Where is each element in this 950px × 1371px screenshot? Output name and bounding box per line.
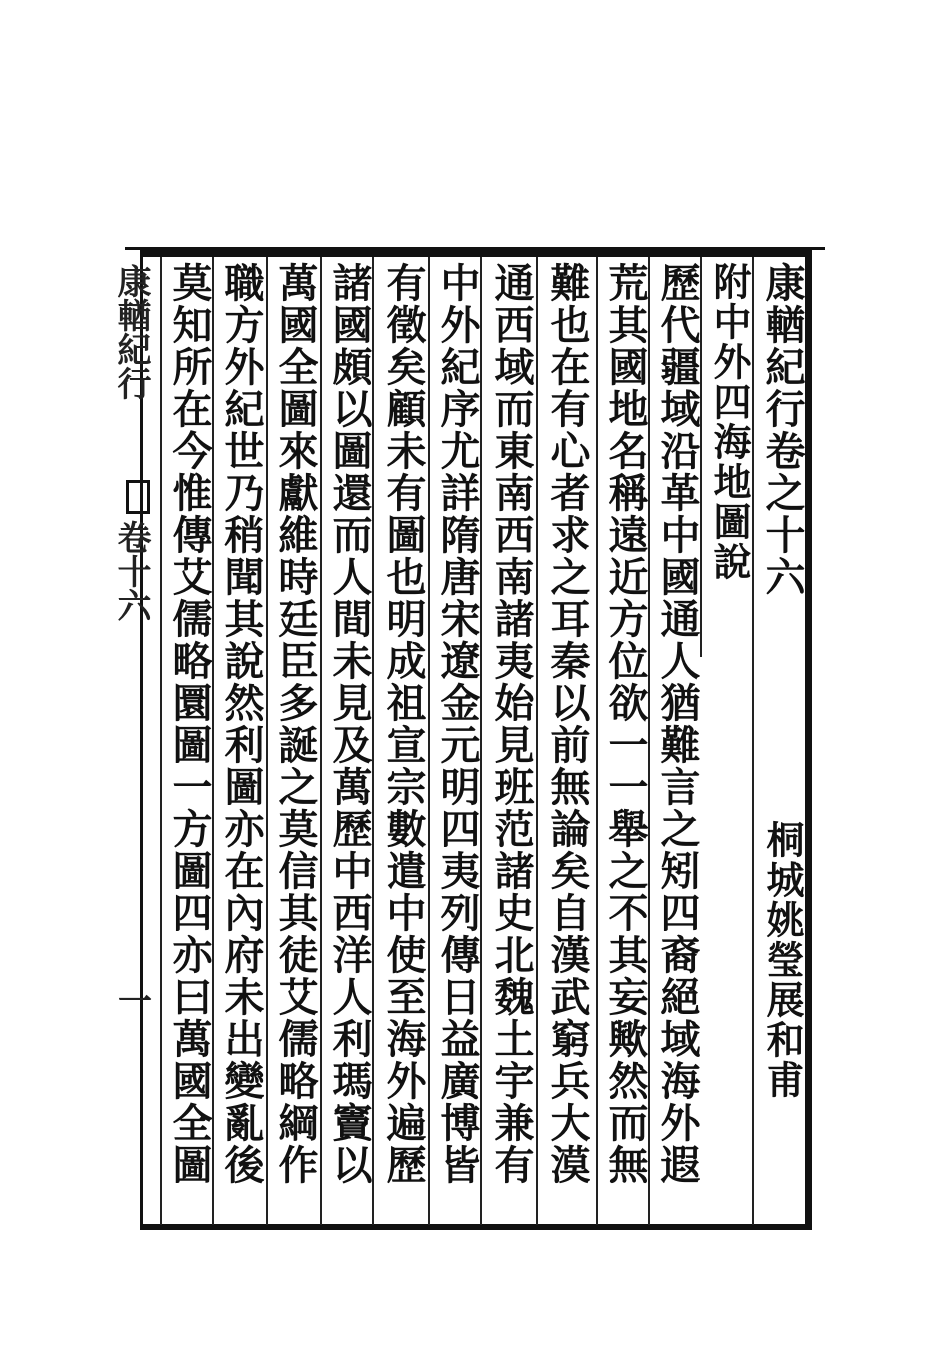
text-line: 有徵矣顧未有圖也明成祖宣宗數遣中使至海外遍歷 [380,262,427,1186]
text-line: 萬國全圖來獻維時廷臣多誕之莫信其徒艾儒略綱作 [272,262,319,1186]
margin-volume-label: 卷十六 [111,520,151,622]
margin-book-title: 康輶紀行 [111,264,151,400]
section-subtitle: 附中外四海地圖說 [707,262,752,582]
text-line: 莫知所在今惟傳艾儒略圜圖一方圖四亦曰萬國全圖 [166,262,213,1186]
text-line: 諸國頗以圖還而人間未見及萬歷中西洋人利瑪竇以 [326,262,373,1186]
text-line: 歷代疆域沿革中國通人猶難言之矧四裔絕域海外遐 [654,262,701,1186]
text-line: 荒其國地名稱遠近方位欲一一舉之不其妄歟然而無 [602,262,649,1186]
volume-title: 康輶紀行卷之十六 [759,262,806,598]
page-number: 一 [118,982,152,1022]
author-line: 桐城姚瑩展和甫 [760,820,805,1100]
text-line: 通西域而東南西南諸夷始見班范諸史北魏土宇兼有 [488,262,535,1186]
text-line: 難也在有心者求之耳秦以前無論矣自漢武窮兵大漠 [544,262,591,1186]
text-line: 中外紀序尤詳隋唐宋遼金元明四夷列傳日益廣博皆 [434,262,481,1186]
text-line: 職方外紀世乃稍聞其說然利圖亦在內府未出變亂後 [218,262,265,1186]
margin-fishtail-mark [126,480,150,514]
